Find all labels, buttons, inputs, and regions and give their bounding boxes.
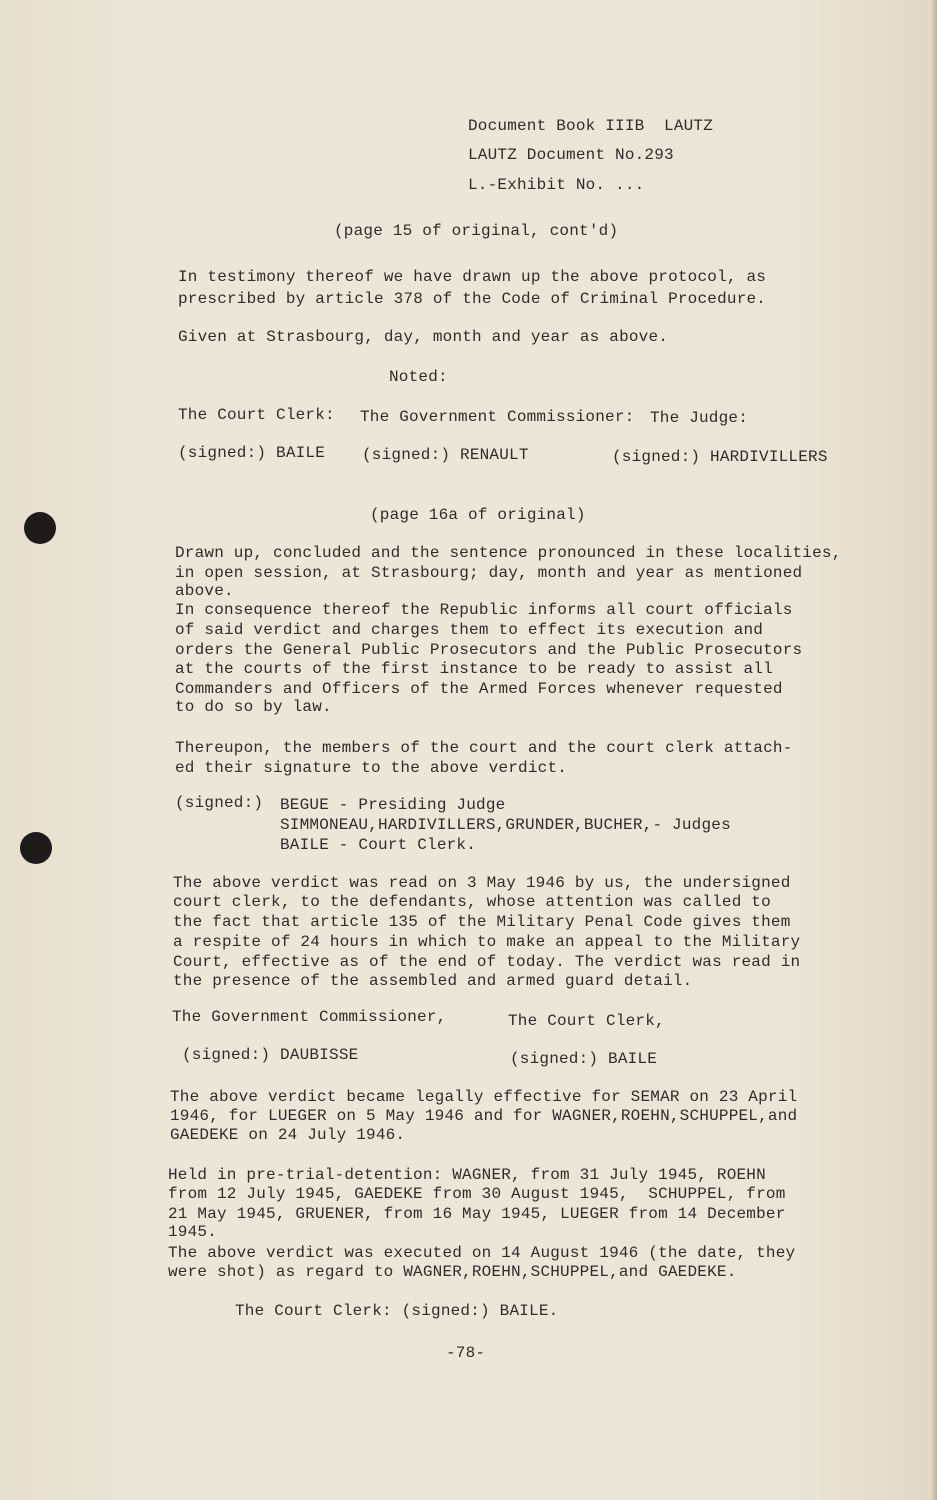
para5-line: The above verdict became legally effective for SEMAR on 23 April — [170, 1088, 798, 1106]
commissioner-signature: (signed:) RENAULT — [362, 446, 529, 464]
signed-presiding-judge: BEGUE - Presiding Judge — [280, 796, 506, 814]
judge-signature: (signed:) HARDIVILLERS — [612, 448, 828, 466]
para3-line: ed their signature to the above verdict. — [175, 759, 568, 777]
commissioner-label: The Government Commissioner: — [360, 408, 635, 426]
signed-court-clerk: BAILE - Court Clerk. — [280, 836, 477, 854]
final-signature: The Court Clerk: (signed:) BAILE. — [235, 1302, 559, 1320]
clerk-label: The Court Clerk: — [178, 406, 335, 424]
para4-line: The above verdict was read on 3 May 1946 by us, the undersigned — [173, 874, 791, 892]
para2-line: in open session, at Strasbourg; day, month and year as mentioned — [175, 564, 803, 582]
judge-label: The Judge: — [650, 409, 749, 427]
page-16a-note: (page 16a of original) — [370, 506, 586, 524]
para5-line: GAEDEKE on 24 July 1946. — [170, 1126, 406, 1144]
para1-line: In testimony thereof we have drawn up the above protocol, as — [178, 268, 767, 286]
header-exhibit-no: L.-Exhibit No. ... — [468, 176, 645, 194]
para4-line: the presence of the assembled and armed guard detail. — [173, 972, 693, 990]
para2-line: In consequence thereof the Republic informs all court officials — [175, 601, 793, 619]
commissioner-signature-2: (signed:) DAUBISSE — [182, 1046, 359, 1064]
para6-line: from 12 July 1945, GAEDEKE from 30 August 1945, SCHUPPEL, from — [168, 1185, 786, 1203]
para6-line: were shot) as regard to WAGNER,ROEHN,SCHUPPEL,and GAEDEKE. — [168, 1263, 737, 1281]
header-document-book: Document Book IIIB LAUTZ — [468, 117, 714, 135]
para3-line: Thereupon, the members of the court and the court clerk attach- — [175, 739, 793, 757]
given-line: Given at Strasbourg, day, month and year as above. — [178, 328, 669, 346]
paper-edge — [931, 0, 937, 1500]
para2-line: Drawn up, concluded and the sentence pronounced in these localities, — [175, 544, 842, 562]
para6-line: 21 May 1945, GRUENER, from 16 May 1945, LUEGER from 14 December — [168, 1205, 786, 1223]
commissioner-label-2: The Government Commissioner, — [172, 1008, 447, 1026]
para2-line: Commanders and Officers of the Armed Forces whenever requested — [175, 680, 783, 698]
para4-line: the fact that article 135 of the Military Penal Code gives them — [173, 913, 791, 931]
para2-line: to do so by law. — [175, 698, 332, 716]
para2-line: above. — [175, 582, 234, 600]
para6-line: 1945. — [168, 1223, 218, 1241]
signed-judges: SIMMONEAU,HARDIVILLERS,GRUNDER,BUCHER,- Judges — [280, 816, 731, 834]
clerk-signature-2: (signed:) BAILE — [510, 1050, 658, 1068]
header-document-no: LAUTZ Document No.293 — [468, 146, 674, 164]
punch-hole-bottom — [20, 832, 52, 864]
para6-line: Held in pre-trial-detention: WAGNER, from 31 July 1945, ROEHN — [168, 1166, 766, 1184]
para6-line: The above verdict was executed on 14 August 1946 (the date, they — [168, 1244, 796, 1262]
page-number: -78- — [446, 1344, 486, 1362]
punch-hole-top — [24, 512, 56, 544]
para4-line: Court, effective as of the end of today. The verdict was read in — [173, 953, 801, 971]
page-15-note: (page 15 of original, cont'd) — [334, 222, 619, 240]
para4-line: court clerk, to the defendants, whose attention was called to — [173, 893, 771, 911]
para5-line: 1946, for LUEGER on 5 May 1946 and for WAGNER,ROEHN,SCHUPPEL,and — [170, 1107, 798, 1125]
para1-line: prescribed by article 378 of the Code of Criminal Procedure. — [178, 290, 767, 308]
clerk-label-2: The Court Clerk, — [508, 1012, 665, 1030]
para4-line: a respite of 24 hours in which to make an appeal to the Military — [173, 933, 801, 951]
para2-line: of said verdict and charges them to effect its execution and — [175, 621, 764, 639]
signed-prefix: (signed:) — [175, 794, 264, 812]
para2-line: at the courts of the first instance to be ready to assist all — [175, 660, 773, 678]
noted-label: Noted: — [389, 368, 448, 386]
clerk-signature: (signed:) BAILE — [178, 444, 326, 462]
para2-line: orders the General Public Prosecutors and the Public Prosecutors — [175, 641, 803, 659]
